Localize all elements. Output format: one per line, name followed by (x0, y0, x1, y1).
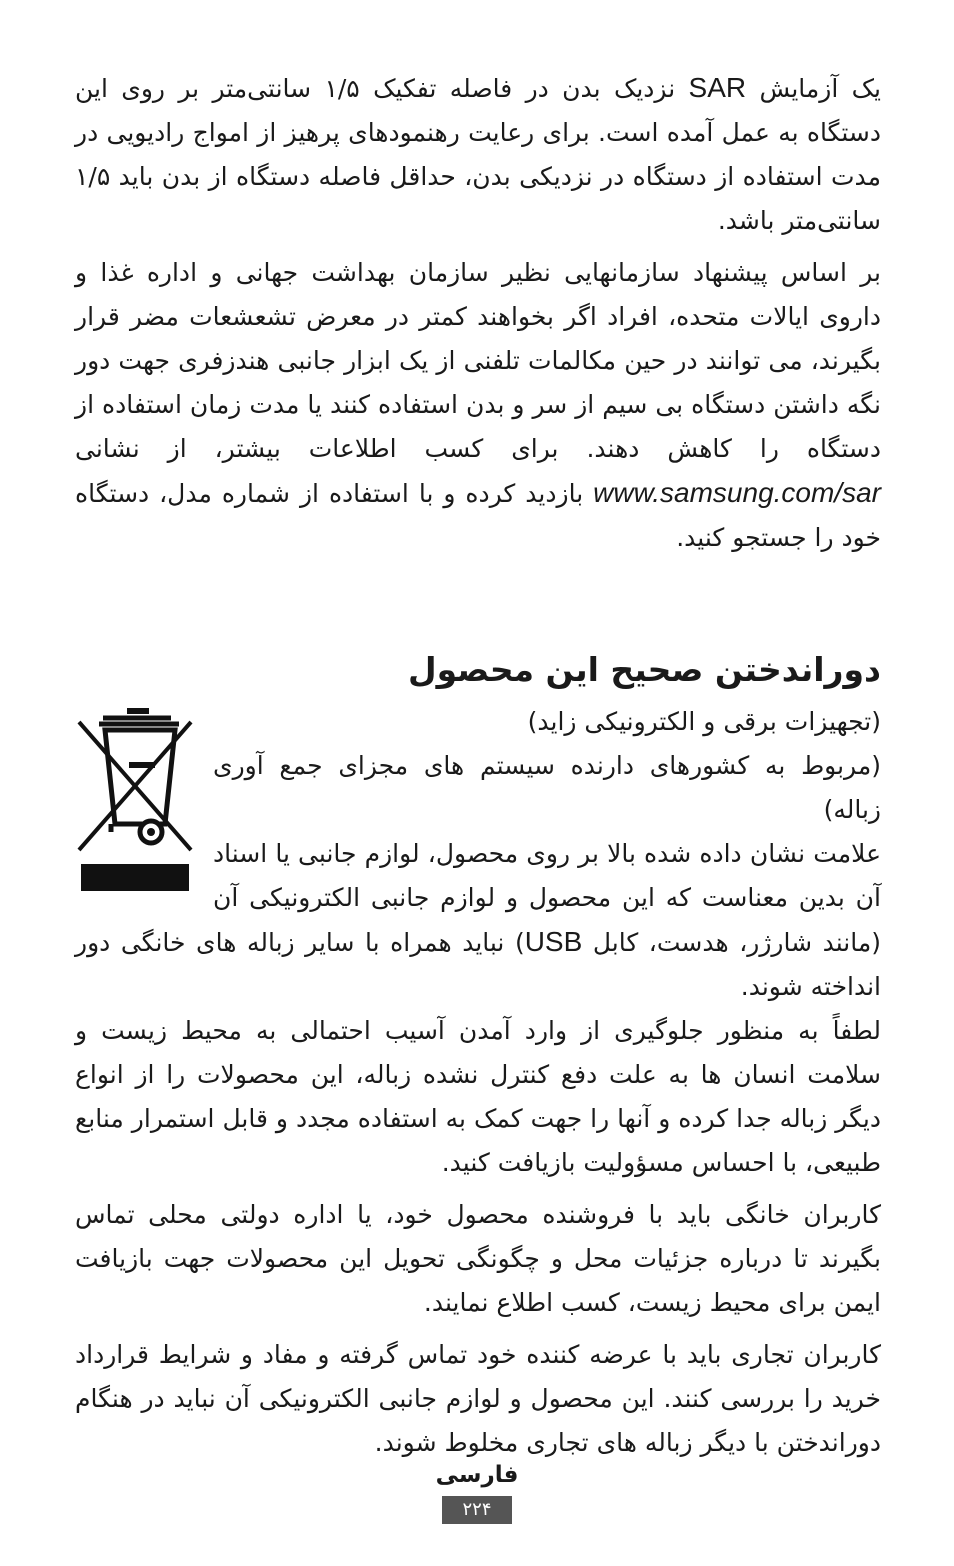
disposal-line-1: (تجهیزات برقی و الکترونیکی زاید) (527, 707, 881, 736)
sar-acronym: SAR (688, 72, 747, 103)
samsung-sar-link[interactable]: www.samsung.com/sar (593, 477, 881, 508)
sar-paragraph-1 (75, 66, 881, 243)
sar-text-end: نزدیک بدن در فاصله تفکیک ۱/۵ سانتی‌متر بر روی این دستگاه به عمل آمده است. برای رعایت رهنمودهای پرهیز از امواج رادیویی در مدت استفاده از دستگاه در نزدیکی بدن، حداقل فاصله دستگاه از بدن باید ۱/۵ سانتی‌متر باشد. (75, 74, 881, 235)
disposal-paragraph-1 (75, 832, 881, 1009)
disposal-heading: دوراندختن صحیح این محصول (407, 650, 881, 689)
disposal-p1-start: علامت نشان داده شده بالا بر روی محصول، لوازم جانبی یا اسناد آن بدین معناست که این محصول و لوازم جانبی الکترونیکی آن (مانند شارژر، هدست، کابل (213, 839, 881, 957)
crossed-out-wheelie-bin-icon (75, 704, 193, 892)
sar-text-start: یک آزمایش (746, 74, 881, 103)
disposal-p1-end: ) نباید همراه با سایر زباله های خانگی دور انداخته شوند. (75, 928, 881, 1001)
usb-text: USB (524, 926, 583, 957)
weee-black-bar (81, 864, 189, 891)
page-number: ۲۲۴ (442, 1496, 512, 1524)
page-footer (0, 1458, 954, 1524)
sar-p2-end: بازدید کرده و با استفاده از شماره مدل، دستگاه خود را جستجو کنید. (75, 479, 881, 552)
footer-language: فارسی (435, 1462, 519, 1488)
disposal-paragraph-2: لطفاً به منظور جلوگیری از وارد آمدن آسیب احتمالی به محیط زیست و سلامت انسان ها به علت دفع کنترل نشده زباله، این محصولات را از انواع دیگر زباله جدا کرده و آنها را جهت کمک به استفاده مجدد و قابل استمرار منابع طبیعی، با احساس مسؤولیت بازیافت کنید. (75, 1016, 881, 1177)
disposal-line-2: (مربوط به کشورهای دارنده سیستم های مجزای جمع آوری زباله) (213, 751, 881, 824)
disposal-section (75, 700, 881, 1009)
sar-p2-text: بر اساس پیشنهاد سازمانهایی نظیر سازمان بهداشت جهانی و اداره غذا و داروی ایالات متحده، افراد اگر بخواهند کمتر در معرض تشعشعات مضر قرار بگیرند، می توانند در حین مکالمات تلفنی از یک ابزار جانبی هندزفری جهت دور نگه داشتن دستگاه بی سیم از سر و بدن استفاده کنند یا مدت زمان استفاده از دستگاه را کاهش دهند. برای کسب اطلاعات بیشتر، از نشانی (75, 258, 881, 463)
disposal-paragraph-3: کاربران خانگی باید با فروشنده محصول خود، یا اداره دولتی محلی تماس بگیرند تا درباره جزئیات محل و چگونگی تحویل این محصولات جهت بازیافت ایمن برای محیط زیست، کسب اطلاع نمایند. (75, 1200, 881, 1317)
page-content (75, 66, 881, 1465)
disposal-paragraph-4: کاربران تجاری باید با عرضه کننده خود تماس گرفته و مفاد و شرایط قرارداد خرید را بررسی کنند. این محصول و لوازم جانبی الکترونیکی آن نباید در هنگام دوراندختن با دیگر زباله های تجاری مخلوط شوند. (75, 1340, 881, 1457)
sar-paragraph-2 (75, 251, 881, 560)
